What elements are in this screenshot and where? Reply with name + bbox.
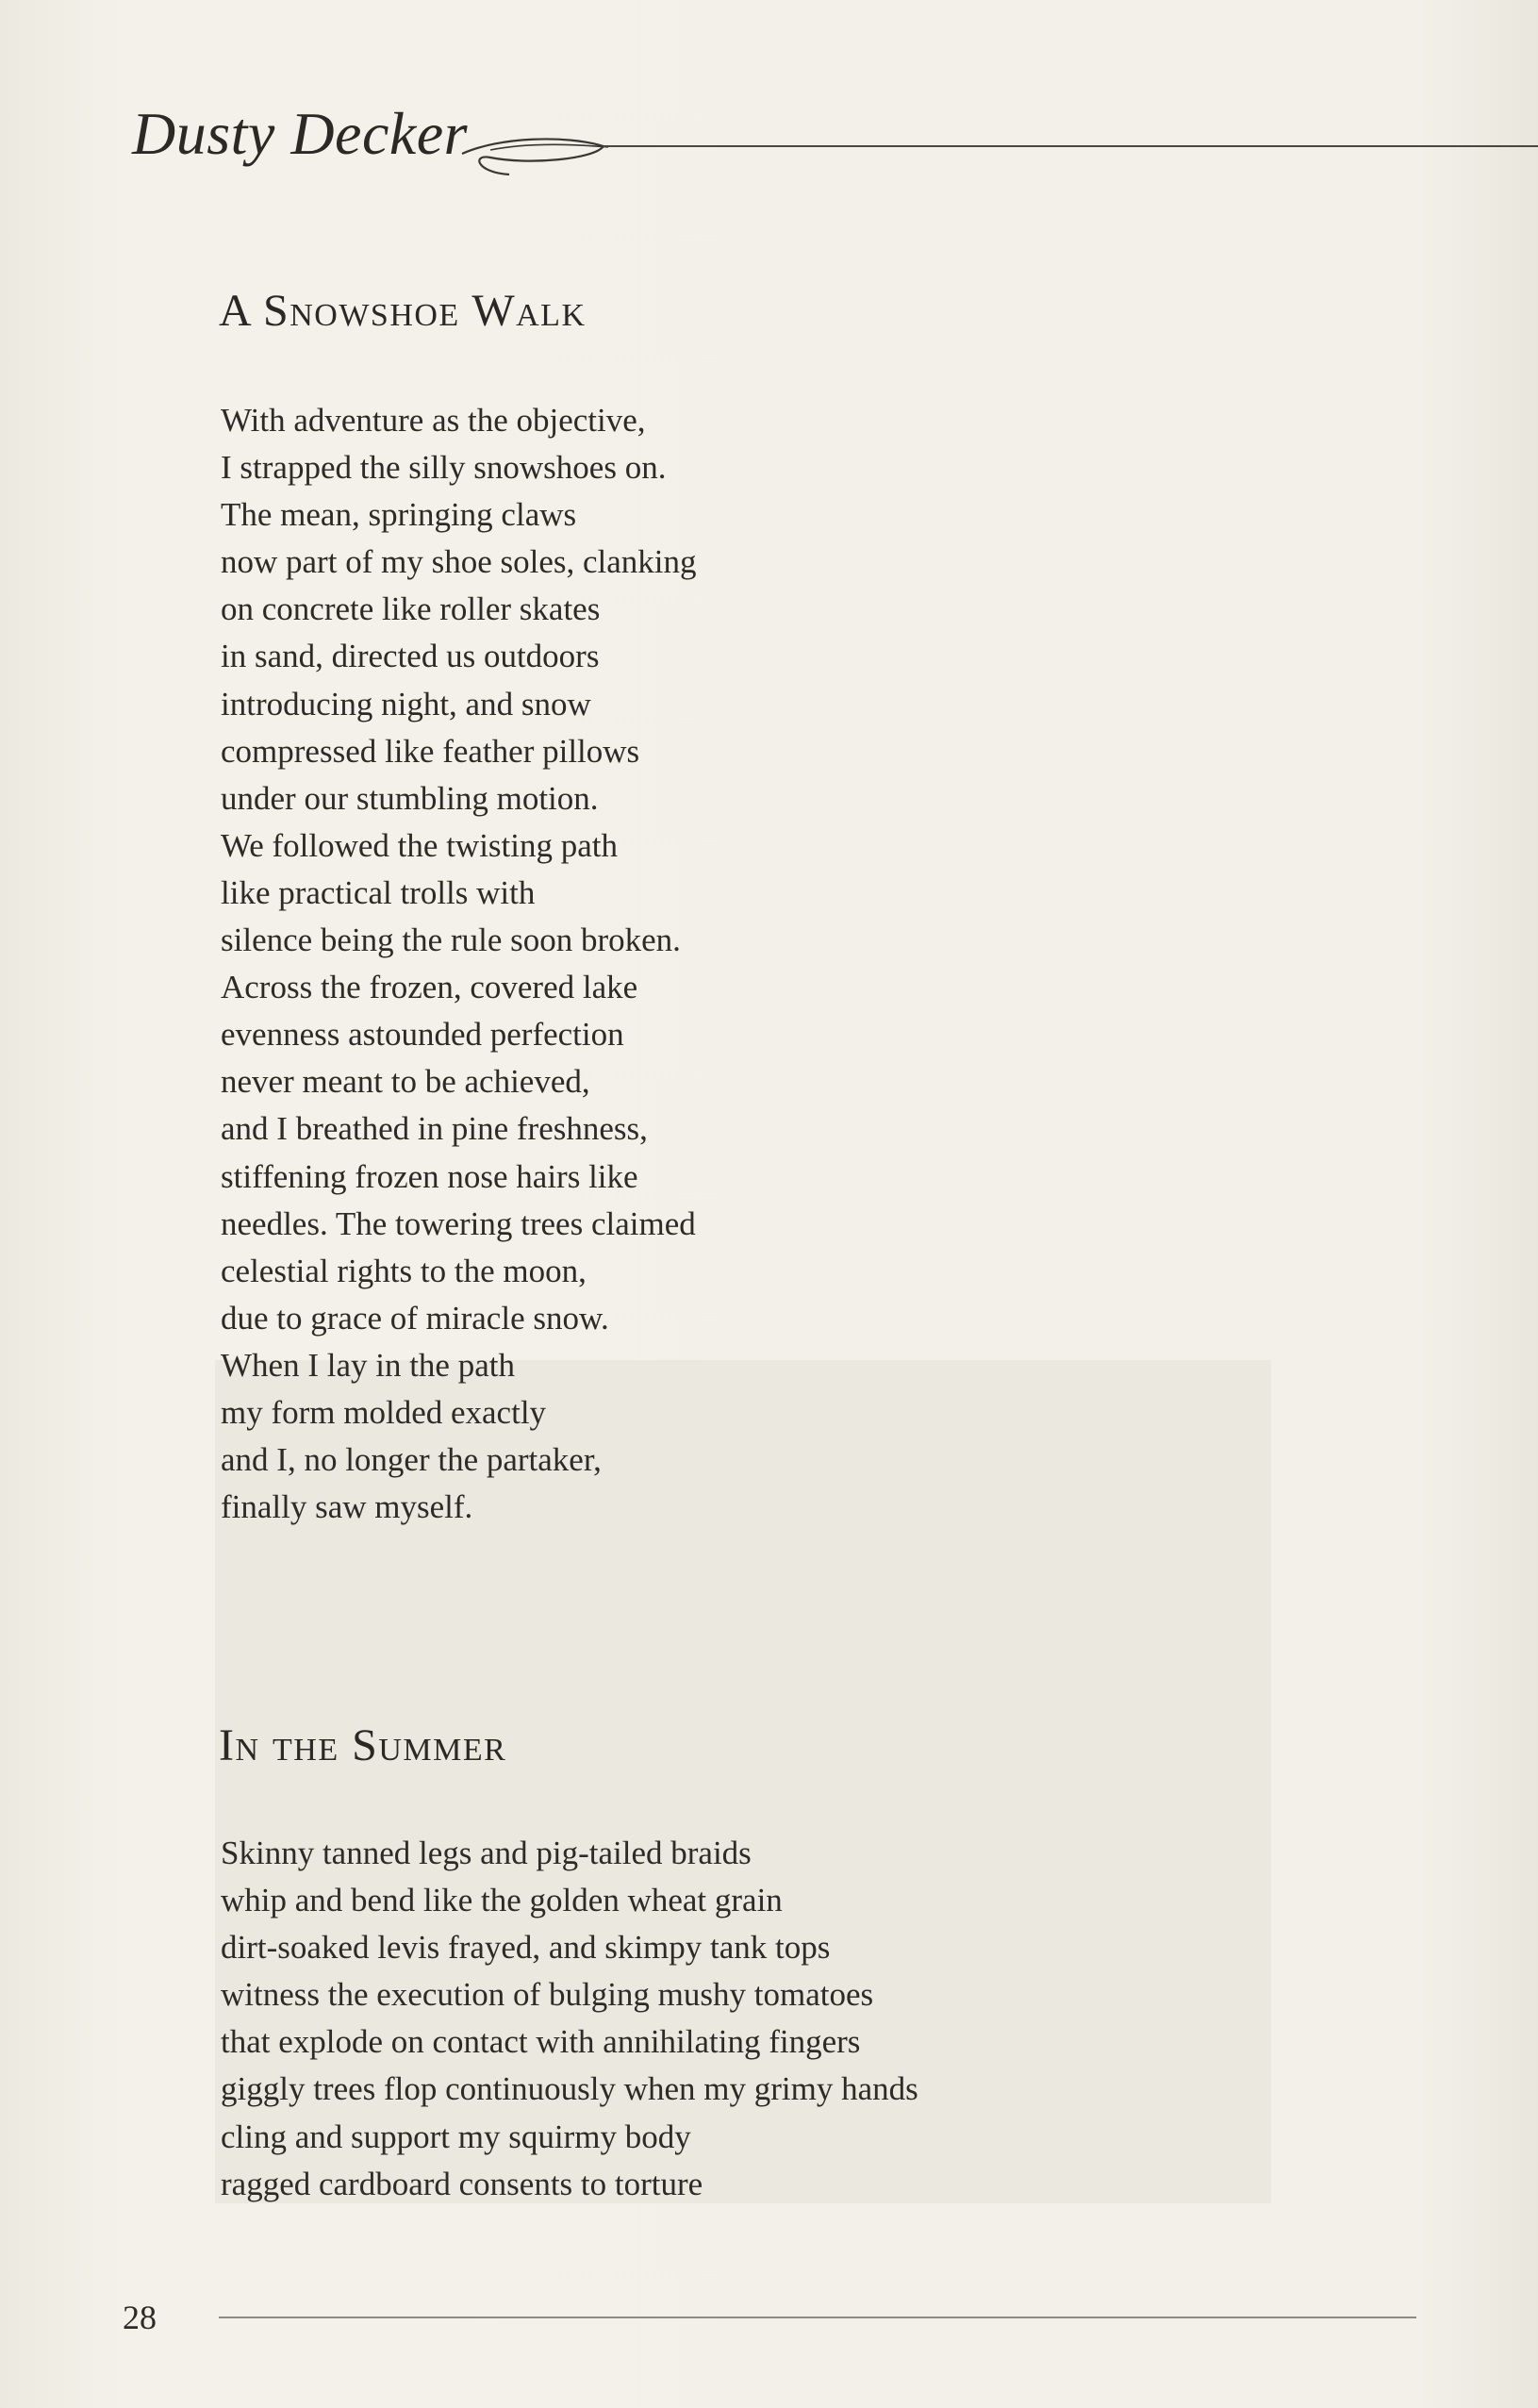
poem-line: silence being the rule soon broken.: [221, 922, 681, 959]
poem-in-the-summer: [221, 1830, 918, 2208]
poem-line: on concrete like roller skates: [221, 590, 601, 628]
poem-title-snowshoe-walk: A Snowshoe Walk: [219, 286, 587, 336]
poem-line: like practical trolls with: [221, 873, 536, 911]
poem-line: giggly trees flop continuously when my grimy hands: [221, 2070, 918, 2108]
poem-line: now part of my shoe soles, clanking: [221, 543, 697, 581]
poem-line: and I, no longer the partaker,: [221, 1441, 602, 1479]
poem-line: I strapped the silly snowshoes on.: [221, 449, 667, 487]
poem-line: stiffening frozen nose hairs like: [221, 1157, 638, 1195]
poem-snowshoe-walk: [221, 397, 697, 1531]
poem-line: introducing night, and snow: [221, 685, 591, 722]
swash-ornament: [453, 127, 622, 184]
header-rule: [604, 145, 1538, 147]
poem-line: never meant to be achieved,: [221, 1063, 590, 1101]
poem-line: finally saw myself.: [221, 1488, 473, 1526]
poem-line: due to grace of miracle snow.: [221, 1299, 609, 1337]
poem-line: witness the execution of bulging mushy tomatoes: [221, 1976, 874, 2014]
page-number: 28: [123, 2299, 157, 2336]
poem-line: celestial rights to the moon,: [221, 1252, 587, 1289]
footer-rule: [219, 2317, 1416, 2318]
poem-line: With adventure as the objective,: [221, 402, 646, 439]
poem-line: ragged cardboard consents to torture: [221, 2165, 703, 2202]
poem-line: evenness astounded perfection: [221, 1016, 624, 1054]
poem-line: The mean, springing claws: [221, 496, 577, 534]
poem-line: under our stumbling motion.: [221, 779, 599, 817]
poem-line: compressed like feather pillows: [221, 732, 640, 770]
poem-line: and I breathed in pine freshness,: [221, 1110, 648, 1148]
poem-line: Skinny tanned legs and pig-tailed braids: [221, 1835, 752, 1871]
author-name: Dusty Decker: [132, 100, 469, 167]
page-header: [132, 99, 1538, 203]
poem-line: We followed the twisting path: [221, 826, 618, 864]
poem-line: that explode on contact with annihilating fingers: [221, 2023, 861, 2061]
poem-line: dirt-soaked levis frayed, and skimpy tank tops: [221, 1929, 831, 1967]
poem-line: cling and support my squirmy body: [221, 2117, 691, 2155]
poem-line: in sand, directed us outdoors: [221, 638, 600, 675]
poem-line: my form molded exactly: [221, 1393, 547, 1431]
poem-line: needles. The towering trees claimed: [221, 1204, 696, 1242]
poem-line: whip and bend like the golden wheat grain: [221, 1882, 783, 1919]
poem-title-in-the-summer: In the Summer: [219, 1720, 507, 1770]
poem-line: When I lay in the path: [221, 1346, 515, 1384]
poem-line: Across the frozen, covered lake: [221, 969, 638, 1006]
